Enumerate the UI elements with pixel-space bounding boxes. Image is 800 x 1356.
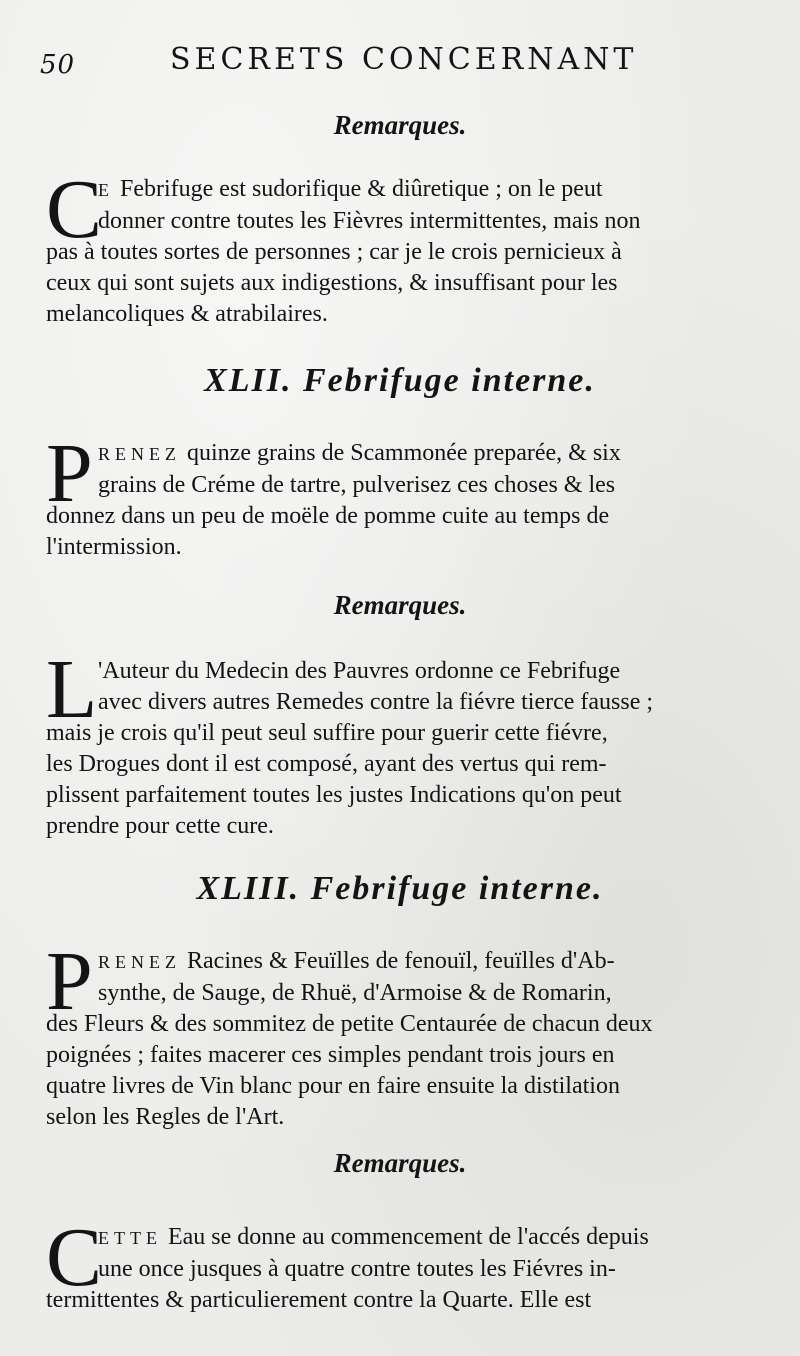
small-caps-word: RENEZ	[98, 444, 181, 464]
text-line: synthe, de Sauge, de Rhuë, d'Armoise & de Romarin,	[98, 980, 612, 1006]
drop-cap: P	[46, 427, 93, 520]
text-line	[46, 1222, 754, 1254]
remarques-heading: Remarques.	[333, 110, 467, 140]
text-line: melancoliques & atrabilaires.	[46, 301, 328, 327]
paragraph	[46, 946, 754, 1133]
small-caps-word: RENEZ	[98, 952, 181, 972]
small-caps-word: E	[98, 180, 114, 200]
drop-cap: C	[46, 163, 103, 256]
running-title: SECRETS CONCERNANT	[170, 42, 638, 77]
paragraph	[46, 174, 754, 330]
text-line	[46, 946, 754, 978]
recipe-heading: XLIII. Febrifuge interne.	[196, 870, 604, 907]
text-line: des Fleurs & des sommitez de petite Centaurée de chacun deux	[46, 1011, 653, 1037]
page-number: 50	[40, 50, 76, 80]
text-line: plissent parfaitement toutes les justes Indications qu'on peut	[46, 782, 622, 808]
text-line: prendre pour cette cure.	[46, 813, 274, 839]
drop-cap: P	[46, 935, 93, 1028]
first-word: 'Auteur	[98, 658, 169, 684]
remarques-heading: Remarques.	[333, 590, 467, 620]
text-line: grains de Créme de tartre, pulverisez ces choses & les	[98, 472, 616, 498]
text-line: ceux qui sont sujets aux indigestions, & insuffisant pour les	[46, 270, 618, 296]
text-line: termittentes & particulierement contre la Quarte. Elle est	[46, 1287, 592, 1313]
text-line: avec divers autres Remedes contre la fiévre tierce fausse ;	[98, 689, 654, 715]
small-caps-word: ETTE	[98, 1228, 162, 1248]
text-line: pas à toutes sortes de personnes ; car je le crois pernicieux à	[46, 239, 622, 265]
text-line: les Drogues dont il est composé, ayant des vertus qui rem-	[46, 751, 607, 777]
drop-cap: L	[46, 643, 98, 736]
text-line: donner contre toutes les Fièvres intermittentes, mais non	[98, 208, 641, 234]
line-text: Eau se donne au commencement de l'accés depuis	[167, 1224, 649, 1250]
line-text: Febrifuge est sudorifique & diûretique ; on le peut	[120, 176, 603, 202]
text-line: quatre livres de Vin blanc pour en faire ensuite la distilation	[46, 1073, 620, 1099]
line-text: Racines & Feuïlles de fenouïl, feuïlles d'Ab-	[187, 948, 615, 974]
line-text: du Medecin des Pauvres ordonne ce Febrifuge	[174, 658, 621, 684]
remarques-heading: Remarques.	[333, 1148, 467, 1178]
paragraph	[46, 656, 754, 842]
text-line: selon les Regles de l'Art.	[46, 1104, 285, 1130]
paragraph	[46, 1222, 754, 1316]
text-line: l'intermission.	[46, 534, 182, 560]
line-text: quinze grains de Scammonée preparée, & six	[187, 440, 621, 466]
recipe-heading: XLII. Febrifuge interne.	[204, 362, 596, 399]
text-line: une once jusques à quatre contre toutes les Fiévres in-	[98, 1256, 616, 1282]
text-line: mais je crois qu'il peut seul suffire pour guerir cette fiévre,	[46, 720, 608, 746]
text-line: poignées ; faites macerer ces simples pendant trois jours en	[46, 1042, 615, 1068]
paragraph	[46, 438, 754, 563]
text-line	[46, 174, 754, 206]
text-line	[46, 438, 754, 470]
drop-cap: C	[46, 1211, 103, 1304]
text-line: donnez dans un peu de moële de pomme cuite au temps de	[46, 503, 610, 529]
text-line	[46, 656, 754, 687]
running-head	[40, 40, 740, 80]
